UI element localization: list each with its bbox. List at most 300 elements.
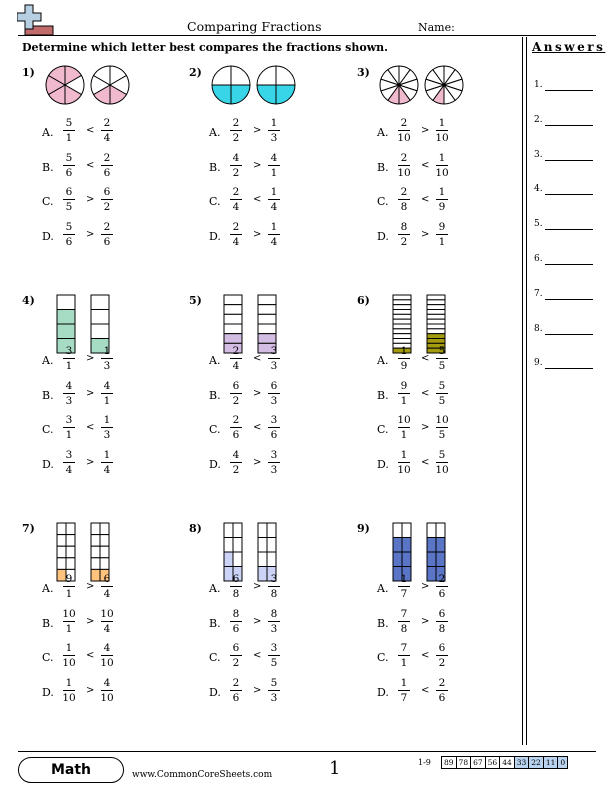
- option-letter: C.: [42, 195, 54, 208]
- problem-1-option-b[interactable]: [42, 152, 132, 180]
- option-letter: D.: [377, 457, 389, 471]
- fraction-bar: [101, 690, 113, 691]
- option-letter: C.: [377, 195, 389, 208]
- name-label: Name:: [418, 21, 455, 34]
- numerator: 1: [400, 448, 408, 461]
- fraction-bar: [63, 393, 75, 394]
- comparison-symbol: <: [421, 194, 430, 205]
- denominator: 7: [400, 691, 408, 704]
- comparison-symbol: <: [253, 353, 262, 364]
- denominator: 5: [65, 201, 73, 213]
- fraction-bar: [268, 234, 280, 235]
- comparison-symbol: >: [253, 228, 262, 240]
- problem-8-option-a[interactable]: [209, 573, 299, 601]
- score-cell: 78: [456, 757, 471, 769]
- fraction-left: [229, 186, 243, 213]
- fraction-right: [100, 221, 114, 248]
- fraction-left: [62, 345, 76, 372]
- option-letter: A.: [42, 126, 54, 139]
- fraction-left: [62, 608, 76, 635]
- denominator: 4: [270, 201, 278, 213]
- answer-blank[interactable]: [545, 160, 593, 161]
- problem-6-option-c[interactable]: [377, 414, 467, 442]
- answer-blank[interactable]: [545, 229, 593, 230]
- numerator: 1: [438, 186, 446, 198]
- denominator: 3: [270, 394, 278, 407]
- comparison-symbol: >: [86, 456, 95, 468]
- fraction-right: [435, 186, 449, 213]
- fraction-bar: [436, 462, 448, 463]
- option-letter: A.: [377, 582, 389, 595]
- fraction-right: [100, 573, 114, 600]
- denominator: 2: [232, 463, 240, 476]
- fraction-bar: [398, 427, 410, 428]
- numerator: 10: [62, 607, 76, 620]
- problem-8-option-b[interactable]: [209, 608, 299, 636]
- fraction-bar: [101, 621, 113, 622]
- answer-blank[interactable]: [545, 90, 593, 91]
- problem-number: 7): [22, 522, 35, 535]
- logo-icon: [17, 4, 57, 36]
- numerator: 1: [270, 186, 278, 198]
- problem-4-option-a[interactable]: [42, 345, 132, 373]
- fraction-bar: [101, 165, 113, 166]
- numerator: 1: [438, 151, 446, 164]
- problem-2-option-d[interactable]: [209, 221, 299, 249]
- score-table: [441, 756, 568, 769]
- fraction-bar: [268, 621, 280, 622]
- comparison-symbol: >: [253, 456, 262, 468]
- comparison-symbol: <: [421, 159, 430, 171]
- fraction-right: [435, 152, 449, 179]
- denominator: 10: [435, 132, 449, 144]
- numerator: 2: [400, 186, 408, 198]
- fraction-left: [229, 221, 243, 248]
- problem-7-option-d[interactable]: [42, 677, 132, 705]
- fraction-left: [397, 117, 411, 144]
- fraction-bar: [101, 462, 113, 463]
- numerator: 6: [232, 379, 240, 392]
- option-letter: A.: [209, 126, 221, 139]
- fraction-left: [62, 677, 76, 704]
- fraction-bar: [268, 462, 280, 463]
- numerator: 4: [270, 151, 278, 164]
- comparison-symbol: <: [421, 456, 430, 468]
- answer-line-5[interactable]: [534, 219, 596, 233]
- denominator: 9: [438, 201, 446, 213]
- denominator: 1: [400, 429, 408, 441]
- denominator: 5: [438, 360, 446, 372]
- problem-5-option-a[interactable]: [209, 345, 299, 373]
- fraction-bar: [268, 393, 280, 394]
- numerator: 3: [270, 414, 278, 426]
- fraction-bar: [398, 165, 410, 166]
- fraction-bar: [63, 199, 75, 200]
- fraction-bar: [268, 199, 280, 200]
- option-letter: A.: [209, 354, 221, 367]
- numerator: 6: [270, 379, 278, 392]
- problem-number: 4): [22, 294, 35, 307]
- option-letter: C.: [42, 423, 54, 436]
- fraction-left: [397, 380, 411, 407]
- denominator: 1: [400, 657, 408, 669]
- score-cell: 89: [442, 757, 457, 769]
- problem-1-figure: [44, 64, 134, 108]
- answer-line-3[interactable]: [534, 150, 596, 164]
- fraction-bar: [101, 655, 113, 656]
- fraction-left: [397, 345, 411, 372]
- answer-line-2[interactable]: [534, 115, 596, 129]
- problem-9-option-c[interactable]: [377, 642, 467, 670]
- fraction-right: [267, 345, 281, 372]
- fraction-left: [229, 117, 243, 144]
- answer-line-4[interactable]: [534, 184, 596, 198]
- instructions: Determine which letter best compares the fractions shown.: [22, 41, 388, 54]
- denominator: 1: [103, 394, 111, 407]
- numerator: 2: [400, 117, 408, 129]
- fraction-bar: [63, 462, 75, 463]
- fraction-right: [435, 608, 449, 635]
- answer-line-1[interactable]: [534, 80, 596, 94]
- fraction-left: [229, 677, 243, 704]
- numerator: 3: [270, 573, 278, 585]
- denominator: 10: [62, 691, 76, 704]
- comparison-symbol: >: [421, 615, 430, 627]
- option-letter: B.: [377, 160, 389, 174]
- numerator: 3: [270, 345, 278, 357]
- fraction-left: [62, 117, 76, 144]
- subject-badge: Math: [18, 757, 124, 783]
- fraction-right: [267, 117, 281, 144]
- denominator: 10: [397, 166, 411, 179]
- fraction-bar: [436, 165, 448, 166]
- problem-4-option-c[interactable]: [42, 414, 132, 442]
- problem-2-option-c[interactable]: [209, 186, 299, 214]
- problem-1-option-c[interactable]: [42, 186, 132, 214]
- comparison-symbol: <: [421, 650, 430, 661]
- answer-column-divider: [522, 37, 523, 745]
- numerator: 1: [400, 345, 408, 357]
- denominator: 3: [270, 132, 278, 144]
- problem-6-option-d[interactable]: [377, 449, 467, 477]
- fraction-left: [62, 380, 76, 407]
- numerator: 5: [438, 379, 446, 392]
- fraction-left: [62, 221, 76, 248]
- fraction-bar: [230, 393, 242, 394]
- fraction-bar: [230, 621, 242, 622]
- fraction-bar: [398, 690, 410, 691]
- denominator: 10: [62, 657, 76, 669]
- denominator: 3: [270, 691, 278, 704]
- denominator: 3: [270, 463, 278, 476]
- numerator: 3: [270, 448, 278, 461]
- comparison-symbol: >: [253, 159, 262, 171]
- fraction-right: [435, 221, 449, 248]
- answer-number: 6.: [534, 254, 543, 264]
- denominator: 1: [65, 360, 73, 372]
- fraction-right: [267, 573, 281, 600]
- fraction-right: [435, 449, 449, 476]
- comparison-symbol: >: [86, 615, 95, 627]
- numerator: 5: [65, 151, 73, 164]
- denominator: 10: [100, 657, 114, 669]
- score-cell: 22: [529, 757, 544, 769]
- problem-3-option-c[interactable]: [377, 186, 467, 214]
- website-text: www.CommonCoreSheets.com: [132, 770, 273, 780]
- comparison-symbol: >: [421, 125, 430, 136]
- numerator: 8: [400, 220, 408, 233]
- numerator: 2: [103, 220, 111, 233]
- numerator: 5: [438, 448, 446, 461]
- answer-line-7[interactable]: [534, 289, 596, 303]
- denominator: 3: [103, 360, 111, 372]
- problem-5-option-d[interactable]: [209, 449, 299, 477]
- fraction-right: [100, 677, 114, 704]
- fraction-right: [435, 345, 449, 372]
- fraction-bar: [63, 586, 75, 587]
- denominator: 4: [232, 235, 240, 248]
- fraction-left: [397, 414, 411, 441]
- option-letter: C.: [209, 423, 221, 436]
- fraction-bar: [101, 199, 113, 200]
- problem-6-option-a[interactable]: [377, 345, 467, 373]
- denominator: 4: [103, 132, 111, 144]
- numerator: 3: [65, 345, 73, 357]
- fraction-bar: [268, 165, 280, 166]
- score-cell: 44: [500, 757, 515, 769]
- fraction-right: [100, 608, 114, 635]
- score-cell: 11: [543, 757, 558, 769]
- comparison-symbol: >: [253, 581, 262, 592]
- answer-blank[interactable]: [545, 368, 593, 369]
- numerator: 3: [270, 642, 278, 654]
- problem-7-option-a[interactable]: [42, 573, 132, 601]
- numerator: 8: [232, 607, 240, 620]
- numerator: 10: [435, 414, 449, 426]
- fraction-bar: [63, 621, 75, 622]
- fraction-bar: [230, 586, 242, 587]
- numerator: 7: [400, 607, 408, 620]
- problem-7-option-c[interactable]: [42, 642, 132, 670]
- answer-line-9[interactable]: [534, 358, 596, 372]
- fraction-bar: [398, 130, 410, 131]
- fraction-bar: [436, 655, 448, 656]
- option-letter: B.: [377, 388, 389, 402]
- denominator: 5: [438, 394, 446, 407]
- fraction-left: [229, 345, 243, 372]
- problem-5-option-b[interactable]: [209, 380, 299, 408]
- denominator: 8: [438, 622, 446, 635]
- numerator: 4: [103, 379, 111, 392]
- comparison-symbol: <: [253, 650, 262, 661]
- fraction-bar: [436, 427, 448, 428]
- option-letter: B.: [377, 616, 389, 630]
- fraction-bar: [398, 393, 410, 394]
- numerator: 9: [400, 379, 408, 392]
- numerator: 6: [438, 642, 446, 654]
- fraction-right: [435, 677, 449, 704]
- option-letter: D.: [209, 685, 221, 699]
- comparison-symbol: >: [253, 615, 262, 627]
- fraction-right: [267, 221, 281, 248]
- fraction-right: [435, 642, 449, 669]
- denominator: 8: [400, 622, 408, 635]
- fraction-right: [100, 117, 114, 144]
- denominator: 6: [65, 235, 73, 248]
- denominator: 5: [270, 657, 278, 669]
- numerator: 4: [103, 642, 111, 654]
- numerator: 1: [270, 117, 278, 129]
- fraction-left: [397, 449, 411, 476]
- fraction-right: [100, 186, 114, 213]
- fraction-bar: [398, 358, 410, 359]
- denominator: 1: [65, 622, 73, 635]
- numerator: 2: [400, 151, 408, 164]
- comparison-symbol: >: [86, 387, 95, 399]
- problem-8-option-c[interactable]: [209, 642, 299, 670]
- denominator: 6: [103, 166, 111, 179]
- answer-line-8[interactable]: [534, 324, 596, 338]
- fraction-right: [267, 152, 281, 179]
- option-letter: A.: [42, 582, 54, 595]
- comparison-symbol: <: [421, 684, 430, 696]
- fraction-bar: [230, 199, 242, 200]
- comparison-symbol: <: [86, 125, 95, 136]
- option-letter: C.: [377, 651, 389, 664]
- answer-blank[interactable]: [545, 299, 593, 300]
- numerator: 6: [232, 642, 240, 654]
- problem-6-option-b[interactable]: [377, 380, 467, 408]
- fraction-bar: [230, 462, 242, 463]
- fraction-bar: [230, 358, 242, 359]
- numerator: 1: [103, 414, 111, 426]
- answers-heading: Answers: [532, 40, 606, 54]
- fraction-right: [100, 642, 114, 669]
- denominator: 2: [232, 394, 240, 407]
- fraction-left: [397, 186, 411, 213]
- answer-blank[interactable]: [545, 194, 593, 195]
- comparison-symbol: <: [86, 650, 95, 661]
- option-letter: B.: [42, 388, 54, 402]
- problem-2-option-b[interactable]: [209, 152, 299, 180]
- comparison-symbol: <: [421, 353, 430, 364]
- fraction-bar: [436, 586, 448, 587]
- numerator: 2: [232, 220, 240, 233]
- problem-7-option-b[interactable]: [42, 608, 132, 636]
- fraction-bar: [101, 358, 113, 359]
- fraction-left: [229, 573, 243, 600]
- numerator: 2: [232, 676, 240, 689]
- score-cell: 56: [485, 757, 500, 769]
- numerator: 10: [100, 607, 114, 620]
- denominator: 1: [65, 132, 73, 144]
- numerator: 1: [400, 573, 408, 585]
- denominator: 2: [103, 201, 111, 213]
- comparison-symbol: >: [86, 581, 95, 592]
- answer-number: 9.: [534, 358, 543, 369]
- problem-5-option-c[interactable]: [209, 414, 299, 442]
- denominator: 6: [232, 429, 240, 441]
- problem-9-option-a[interactable]: [377, 573, 467, 601]
- fraction-bar: [63, 690, 75, 691]
- fraction-left: [62, 449, 76, 476]
- numerator: 1: [65, 642, 73, 654]
- option-letter: D.: [209, 229, 221, 243]
- answer-number: 2.: [534, 114, 543, 125]
- fraction-bar: [398, 234, 410, 235]
- numerator: 4: [232, 448, 240, 461]
- numerator: 2: [103, 151, 111, 164]
- fraction-left: [397, 221, 411, 248]
- fraction-left: [229, 414, 243, 441]
- problem-1-option-d[interactable]: [42, 221, 132, 249]
- comparison-symbol: >: [421, 228, 430, 240]
- option-letter: C.: [42, 651, 54, 664]
- denominator: 6: [65, 166, 73, 179]
- answer-blank[interactable]: [545, 125, 593, 126]
- comparison-symbol: >: [421, 581, 430, 592]
- denominator: 7: [400, 588, 408, 600]
- problem-8-option-d[interactable]: [209, 677, 299, 705]
- problem-2-option-a[interactable]: [209, 117, 299, 145]
- problem-4-option-d[interactable]: [42, 449, 132, 477]
- option-letter: D.: [377, 229, 389, 243]
- fraction-bar: [436, 621, 448, 622]
- numerator: 5: [270, 676, 278, 689]
- problem-3-option-d[interactable]: [377, 221, 467, 249]
- fraction-right: [267, 677, 281, 704]
- fraction-left: [397, 642, 411, 669]
- fraction-left: [62, 573, 76, 600]
- problem-1-option-a[interactable]: [42, 117, 132, 145]
- footer-divider: [18, 751, 596, 752]
- fraction-bar: [230, 130, 242, 131]
- numerator: 1: [270, 220, 278, 233]
- problem-number: 5): [189, 294, 202, 307]
- comparison-symbol: >: [86, 194, 95, 205]
- answer-blank[interactable]: [545, 334, 593, 335]
- answer-line-6[interactable]: [534, 254, 596, 268]
- problem-3-option-b[interactable]: [377, 152, 467, 180]
- numerator: 10: [397, 414, 411, 426]
- numerator: 6: [438, 607, 446, 620]
- fraction-bar: [268, 358, 280, 359]
- denominator: 6: [232, 622, 240, 635]
- fraction-right: [267, 608, 281, 635]
- fraction-bar: [268, 427, 280, 428]
- denominator: 4: [103, 588, 111, 600]
- problem-9-option-d[interactable]: [377, 677, 467, 705]
- numerator: 2: [232, 345, 240, 357]
- problem-3-option-a[interactable]: [377, 117, 467, 145]
- option-letter: D.: [42, 229, 54, 243]
- fraction-bar: [101, 130, 113, 131]
- denominator: 8: [270, 588, 278, 600]
- option-letter: D.: [377, 685, 389, 699]
- numerator: 4: [103, 676, 111, 689]
- numerator: 2: [232, 414, 240, 426]
- denominator: 1: [438, 235, 446, 248]
- problem-9-option-b[interactable]: [377, 608, 467, 636]
- fraction-bar: [268, 655, 280, 656]
- denominator: 10: [100, 691, 114, 704]
- option-letter: A.: [42, 354, 54, 367]
- problem-4-option-b[interactable]: [42, 380, 132, 408]
- numerator: 1: [65, 676, 73, 689]
- answer-blank[interactable]: [545, 264, 593, 265]
- fraction-bar: [268, 690, 280, 691]
- option-letter: B.: [42, 160, 54, 174]
